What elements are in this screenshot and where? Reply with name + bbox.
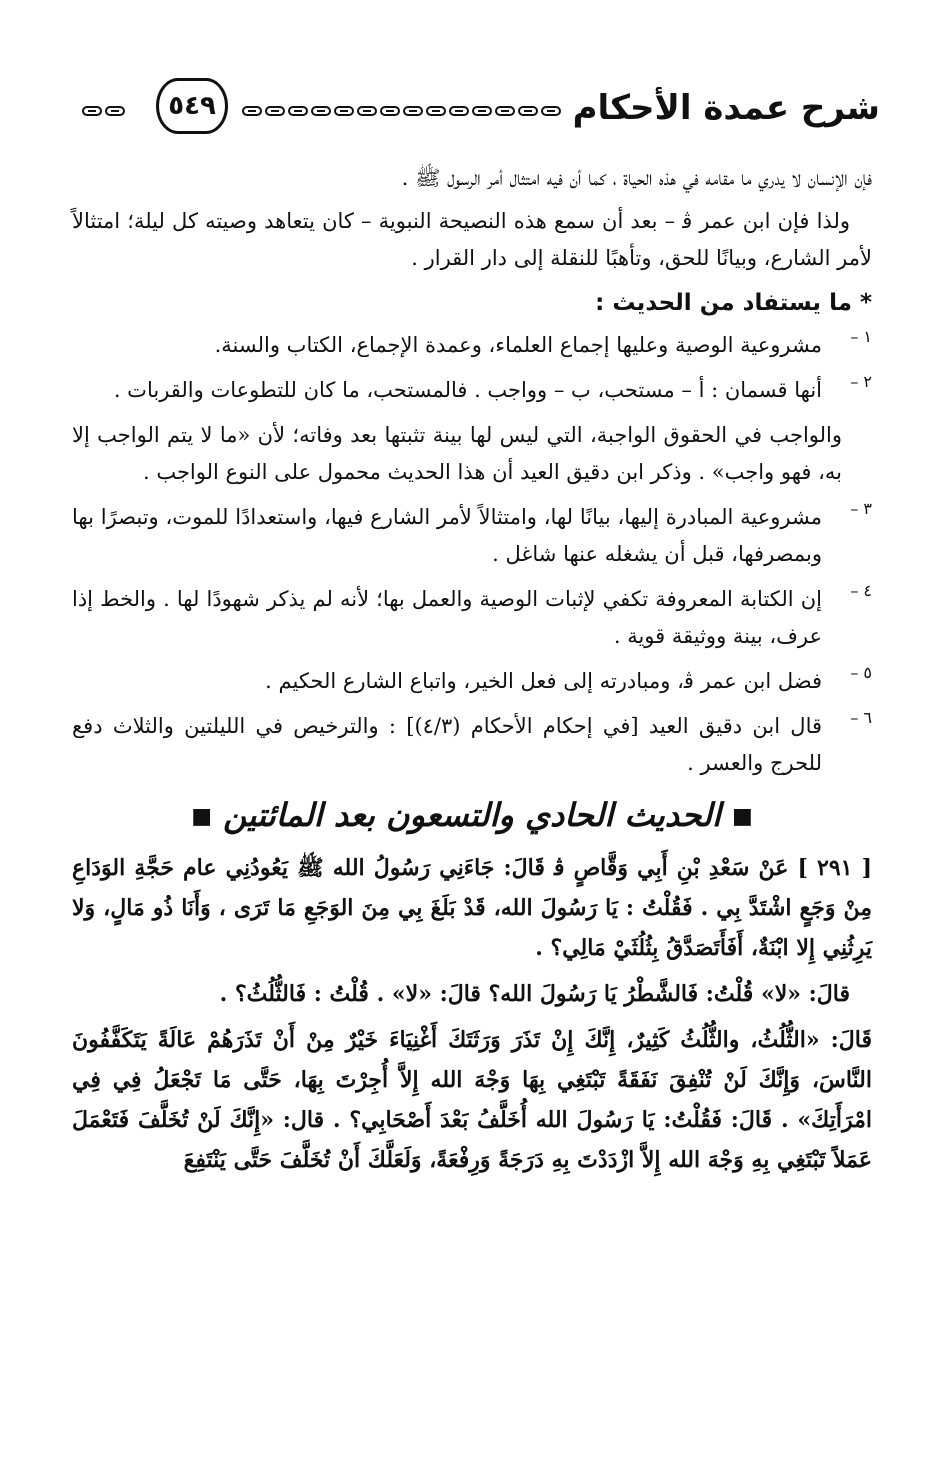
benefit-number: ١ – bbox=[850, 327, 872, 346]
benefit-text: فضل ابن عمر ﭬ، ومبادرته إلى فعل الخير، واتباع الشارع الحكيم . bbox=[265, 669, 822, 693]
benefit-item-5 bbox=[72, 663, 872, 700]
benefits-heading: * ما يستفاد من الحديث : bbox=[595, 290, 872, 316]
hadith-paragraph-1: [ ٢٩١ ] عَنْ سَعْدِ بْنِ أَبِي وَقَّاصٍ ﭬ قَالَ: جَاءَنِي رَسُولُ الله ﷺ يَعُودُنِي عام حَجَّةِ الوَدَاعِ مِنْ وَجَعٍ اشْتَدَّ بِي . فَقُلْتُ : يَا رَسُولَ الله، قَدْ بَلَغَ بِي مِنَ الوَجَعِ مَا تَرَى ، وَأَنَا ذُو مَالٍ، وَلا يَرِثُنِي إِلا ابْنَةٌ، أَفَأَتَصَدَّقُ بِثُلُثَيْ مَالِي؟ . bbox=[72, 855, 872, 961]
section-marker-left: ■ bbox=[191, 804, 212, 829]
hadith-paragraph-3: قَالَ: «الثُّلُثُ، والثُّلُثُ كَثِيرٌ، إِنَّكَ إِنْ تَذَرَ وَرَثَتَكَ أَغْنِيَاءَ خَيْرٌ مِنْ أَنْ تَذَرَهُمْ عَالَةً يَتَكَفَّفُونَ النَّاسَ، وَإِنَّكَ لَنْ تُنْفِقَ نَفَقَةً تَبْتَغِي بِهَا وَجْهَ الله إِلاَّ أُجِرْتَ بِهَا، حَتَّى مَا تَجْعَلُ فِي فِي امْرَأَتِكَ» . قَالَ: فَقُلْتُ: يَا رَسُولَ الله أُخَلَّفُ بَعْدَ أَصْحَابِي؟ . قال: «إِنَّكَ لَنْ تُخَلَّفَ فَتَعْمَلَ عَمَلاً تَبْتَغِي بِهِ وَجْهَ الله إِلاَّ ازْدَدْتَ بِهِ دَرَجَةً وَرِفْعَةً، وَلَعَلَّكَ أَنْ تُخَلَّفَ حَتَّى يَنْتَفِعَ bbox=[72, 1027, 872, 1173]
benefit-item-2-detail: والواجب في الحقوق الواجبة، التي ليس لها بينة تثبتها بعد وفاته؛ لأن «ما لا يتم الواجب إلا به، فهو واجب» . وذكر ابن دقيق العيد أن هذا الحديث محمول على النوع الواجب . bbox=[72, 423, 842, 484]
benefit-item-2 bbox=[72, 372, 872, 409]
running-header bbox=[70, 70, 880, 150]
benefit-item-1 bbox=[72, 327, 872, 364]
header-ornament-end bbox=[82, 106, 125, 118]
benefit-number: ٦ – bbox=[850, 708, 872, 727]
section-marker-right: ■ bbox=[731, 804, 753, 829]
header-ornament-band bbox=[242, 106, 561, 118]
benefit-number: ٤ – bbox=[850, 581, 872, 600]
book-title: شرح عمدة الأحكام bbox=[572, 88, 880, 128]
benefit-item-3 bbox=[72, 499, 872, 573]
benefit-number: ٣ – bbox=[850, 499, 872, 518]
hadith-paragraph-2: قالَ: «لا» قُلْتُ: فَالشَّطْرُ يَا رَسُولَ الله؟ قالَ: «لا» . قُلْتُ : فَالثُّلُثُ؟ . bbox=[219, 981, 850, 1007]
benefit-item-6 bbox=[72, 708, 872, 782]
intro-paragraph-1: فإن الإنسان لا يدري ما مقامه في هذه الحياة ، كما أن فيه امتثال أمر الرسول ﷺ . bbox=[401, 166, 872, 190]
benefit-text: مشروعية المبادرة إليها، بيانًا لها، وامتثالاً لأمر الشارع فيها، واستعدادًا للموت، وتبصرًا بها وبمصرفها، قبل أن يشغله عنها شاغل . bbox=[72, 505, 822, 566]
intro-paragraph-2: ولذا فإن ابن عمر ﭬ – بعد أن سمع هذه النصيحة النبوية – كان يتعاهد وصيته كل ليلة؛ امتثالاً لأمر الشارع، وبيانًا للحق، وتأهبًا للنقلة إلى دار القرار . bbox=[72, 209, 872, 270]
benefit-text: إن الكتابة المعروفة تكفي لإثبات الوصية والعمل بها؛ لأنه لم يذكر شهودًا لها . والخط إذا عرف، بينة ووثيقة قوية . bbox=[72, 587, 822, 648]
benefit-item-4 bbox=[72, 581, 872, 655]
benefit-number: ٢ – bbox=[850, 372, 872, 391]
benefit-number: ٥ – bbox=[850, 663, 872, 682]
benefit-text: مشروعية الوصية وعليها إجماع العلماء، وعمدة الإجماع، الكتاب والسنة. bbox=[214, 333, 822, 357]
hadith-text bbox=[72, 848, 872, 1180]
section-title bbox=[72, 790, 872, 842]
page-body bbox=[72, 160, 872, 1186]
benefit-text: أنها قسمان : أ – مستحب، ب – وواجب . فالمستحب، ما كان للتطوعات والقربات . bbox=[113, 378, 822, 402]
page-number: ٥٤٩ bbox=[156, 78, 228, 134]
section-title-text: الحديث الحادي والتسعون بعد المائتين bbox=[223, 796, 721, 834]
benefit-text: قال ابن دقيق العيد [في إحكام الأحكام (٤/٣)] : والترخيص في الليلتين والثلاث دفع للحرج والعسر . bbox=[72, 714, 823, 775]
